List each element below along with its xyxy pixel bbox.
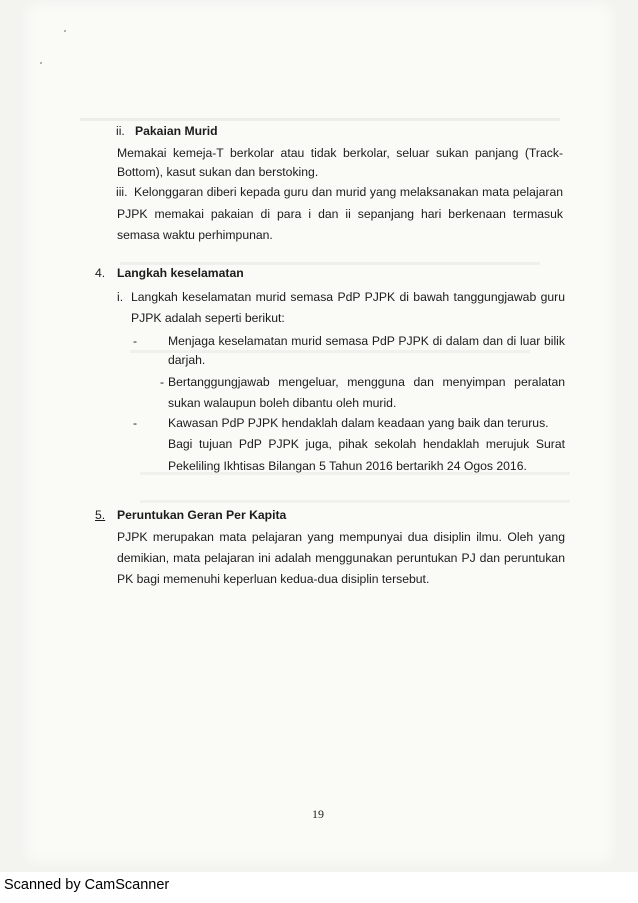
bullet-3-line-3: Pekeliling Ikhtisas Bilangan 5 Tahun 2016 bertarikh 24 Ogos 2016. bbox=[168, 459, 527, 473]
bullet-3-line-1: Kawasan PdP PJPK hendaklah dalam keadaan yang baik dan terurus. bbox=[168, 416, 549, 430]
section-4-heading: Langkah keselamatan bbox=[117, 266, 244, 280]
section-ii-line-2: Bottom), kasut sukan dan berstoking. bbox=[117, 165, 319, 179]
section-4-item-i-line-1: Langkah keselamatan murid semasa PdP PJPK di bawah tanggungjawab guru bbox=[131, 290, 565, 304]
section-ii-heading: Pakaian Murid bbox=[135, 124, 218, 138]
section-4-number: 4. bbox=[95, 266, 106, 280]
bullet-1-line-2: darjah. bbox=[168, 353, 206, 367]
section-4-item-i-line-2: PJPK adalah seperti berikut: bbox=[131, 311, 285, 325]
section-iii-line-1: Kelonggaran diberi kepada guru dan murid yang melaksanakan mata pelajaran bbox=[134, 185, 563, 199]
section-5-line-1: PJPK merupakan mata pelajaran yang mempunyai dua disiplin ilmu. Oleh yang bbox=[117, 530, 565, 544]
section-iii-marker: iii. bbox=[116, 185, 128, 199]
section-5-number: 5. bbox=[95, 508, 106, 522]
section-4-item-i-marker: i. bbox=[117, 290, 124, 304]
section-ii-marker: ii. bbox=[116, 124, 125, 138]
section-ii-line-1: Memakai kemeja-T berkolar atau tidak berkolar, seluar sukan panjang (Track- bbox=[117, 146, 563, 160]
bullet-2-line-1: Bertanggungjawab mengeluar, mengguna dan menyimpan peralatan bbox=[168, 375, 565, 389]
scanner-watermark: Scanned by CamScanner bbox=[4, 877, 170, 893]
bullet-marker: - bbox=[160, 375, 165, 389]
bullet-1-line-1: Menjaga keselamatan murid semasa PdP PJPK di dalam dan di luar bilik bbox=[168, 334, 565, 348]
bullet-marker: - bbox=[133, 416, 138, 430]
page-number: 19 bbox=[312, 807, 324, 821]
section-iii-line-2: PJPK memakai pakaian di para i dan ii sepanjang hari berkenaan termasuk bbox=[117, 207, 563, 221]
bullet-2-line-2: sukan walaupun boleh dibantu oleh murid. bbox=[168, 396, 397, 410]
section-5-heading: Peruntukan Geran Per Kapita bbox=[117, 508, 287, 522]
section-5-line-2: demikian, mata pelajaran ini adalah menggunakan peruntukan PJ dan peruntukan bbox=[117, 551, 565, 565]
bullet-3-line-2: Bagi tujuan PdP PJPK juga, pihak sekolah hendaklah merujuk Surat bbox=[168, 437, 565, 451]
section-iii-line-3: semasa waktu perhimpunan. bbox=[117, 228, 273, 242]
bullet-marker: - bbox=[133, 334, 138, 348]
section-5-line-3: PK bagi memenuhi keperluan kedua-dua disiplin tersebut. bbox=[117, 572, 430, 586]
